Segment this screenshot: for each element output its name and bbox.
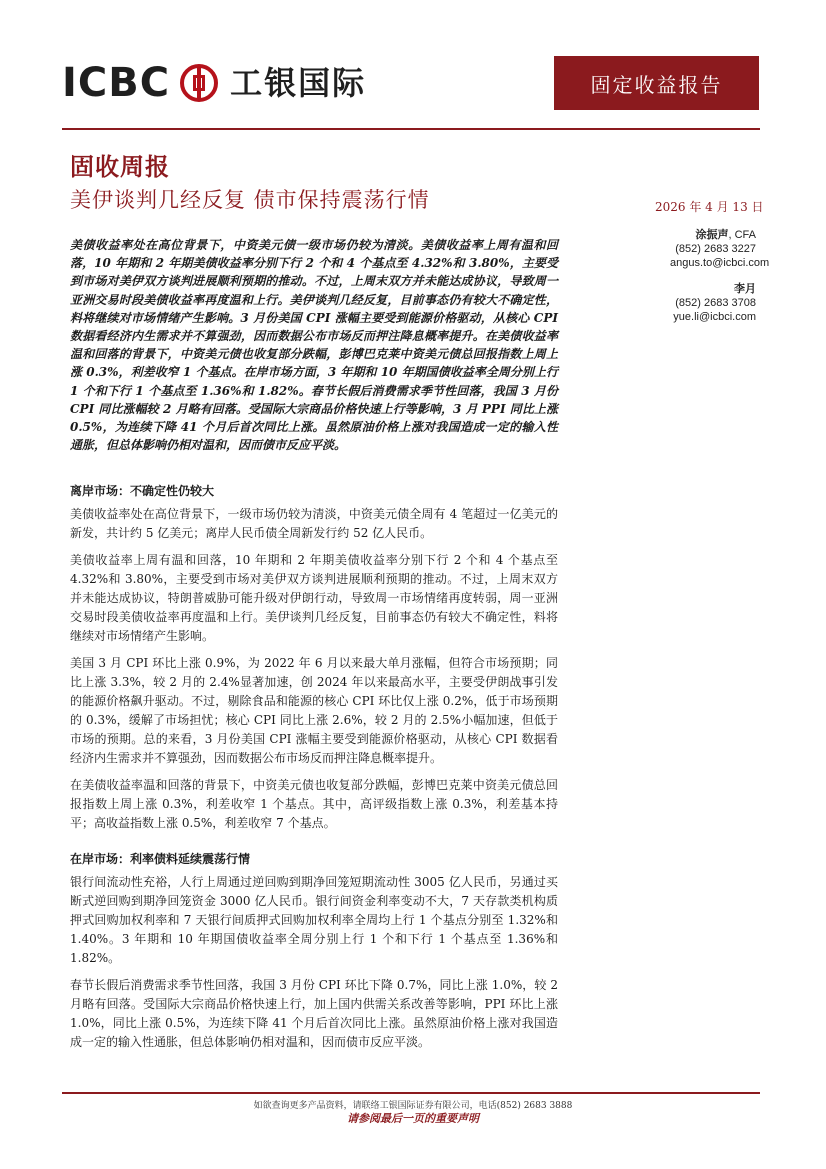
report-date: 2026 年 4 月 13 日 — [655, 200, 764, 214]
company-logo — [62, 60, 366, 106]
section-offshore — [70, 483, 558, 833]
author-name: 李月 — [734, 282, 756, 295]
report-title: 固收周报 — [70, 153, 170, 181]
author-name: 涂振声 — [695, 228, 729, 241]
header-divider — [62, 128, 760, 130]
logo-text: ICBC — [62, 60, 171, 106]
footer-disclaimer: 请参阅最后一页的重要声明 — [347, 1112, 479, 1125]
author-block — [670, 282, 756, 324]
author-credential: , CFA — [728, 229, 756, 241]
author-phone: (852) 2683 3708 — [675, 297, 756, 309]
section-onshore — [70, 851, 558, 1052]
icbc-seal-icon — [180, 64, 218, 102]
author-email[interactable]: yue.li@icbci.com — [673, 311, 756, 323]
author-contacts — [670, 228, 770, 336]
paragraph: 美国 3 月 CPI 环比上涨 0.9%，为 2022 年 6 月以来最大单月涨幅，但符合市场预期；同比上涨 3.3%，较 2 月的 2.4%显著加速，创 2024 年以来最高水平，主要受伊朗战事引发的能源价格飙升驱动。不过，剔除食品和能源的核心 CPI 环比仅上涨 0.2%，低于市场预期的 0.3%，缓解了市场担忧；核心 CPI 同比上涨 2.6%，较 2 月的 2.5%小幅加速，但低于市场的预期。总的来看，3 月份美国 CPI 涨幅主要受到能源价格驱动，从核心 CPI 数据看经济内生需求并不算强劲，因而数据公布市场反而押注降息概率提升。 — [70, 656, 558, 765]
section-heading: 在岸市场：利率债料延续震荡行情 — [70, 852, 251, 866]
paragraph: 春节长假后消费需求季节性回落，我国 3 月份 CPI 环比下降 0.7%，同比上涨 1.0%，较 2 月略有回落。受国际大宗商品价格快速上行，加上国内供需关系改善等影响，PPI 环比上涨 1.0%，同比上涨 0.5%，为连续下降 41 个月后首次同比上涨。虽然原油价格上涨对我国造成一定的输入性通胀，但总体影响仍相对温和，因而债市反应平淡。 — [70, 978, 558, 1049]
paragraph: 在美债收益率温和回落的背景下，中资美元债也收复部分跌幅，彭博巴克莱中资美元债总回报指数上周上涨 0.3%，利差收窄 1 个基点。其中，高评级指数上涨 0.3%，利差基本持平；高收益指数上涨 0.5%，利差收窄 7 个基点。 — [70, 778, 558, 830]
report-subtitle: 美伊谈判几经反复 债市保持震荡行情 — [70, 188, 430, 212]
paragraph: 银行间流动性充裕，人行上周通过逆回购到期净回笼短期流动性 3005 亿人民币，另通过买断式逆回购到期净回笼资金 3000 亿人民币。银行间资金利率变动不大，7 天存款类机构质押式回购加权利率和 7 天银行间质押式回购加权利率全周均上行 1 个基点分别至 1.32%和 1.40%。3 年期和 10 年期国债收益率全周分别上行 1 个和下行 1 个基点至 1.36%和 1.82%。 — [70, 875, 558, 965]
paragraph: 美债收益率处在高位背景下，一级市场仍较为清淡，中资美元债全周有 4 笔超过一亿美元的新发，共计约 5 亿美元；离岸人民币债全周新发行约 52 亿人民币。 — [70, 507, 558, 540]
footer-contact-note: 如欲查询更多产品资料，请联络工银国际证券有限公司，电话(852) 2683 3888 — [253, 1101, 573, 1111]
paragraph: 美债收益率上周有温和回落，10 年期和 2 年期美债收益率分别下行 2 个和 4 个基点至 4.32%和 3.80%，主要受到市场对美伊双方谈判进展顺利预期的推动。不过，上周末双方并未能达成协议，特朗普威胁可能升级对伊朗行动，导致周一市场情绪再度转弱，周一亚洲交易时段美债收益率再度温和上行。美伊谈判几经反复，目前事态仍有较大不确定性，料将继续对市场情绪产生影响。 — [70, 553, 558, 643]
report-type-banner: 固定收益报告 — [554, 56, 759, 110]
section-heading: 离岸市场：不确定性仍较大 — [70, 484, 215, 498]
author-phone: (852) 2683 3227 — [675, 243, 756, 255]
author-email[interactable]: angus.to@icbci.com — [670, 257, 770, 269]
logo-chinese-name: 工银国际 — [230, 64, 367, 102]
author-block — [670, 228, 770, 270]
footer-divider — [62, 1092, 760, 1094]
executive-summary: 美债收益率处在高位背景下，中资美元债一级市场仍较为清淡。美债收益率上周有温和回落，10 年期和 2 年期美债收益率分别下行 2 个和 4 个基点至 4.32%和 3.80%，主要受到市场对美伊双方谈判进展顺利预期的推动。不过，上周末双方并未能达成协议，导致周一亚洲交易时段美债收益率再度温和上行。美伊谈判几经反复，目前事态仍有较大不确定性，料将继续对市场情绪产生影响。3 月份美国 CPI 涨幅主要受到能源价格驱动，从核心 CPI 数据看经济内生需求并不算强劲，因而数据公布市场反而押注降息概率提升。在美债收益率温和回落的背景下，中资美元债也收复部分跌幅，彭博巴克莱中资美元债总回报指数上周上涨 0.3%，利差收窄 1 个基点。在岸市场方面，3 年期和 10 年期国债收益率全周分别上行 1 个和下行 1 个基点至 1.36%和 1.82%。春节长假后消费需求季节性回落，我国 3 月份 CPI 同比涨幅较 2 月略有回落。受国际大宗商品价格快速上行等影响，3 月 PPI 同比上涨 0.5%，为连续下降 41 个月后首次同比上涨。虽然原油价格上涨对我国造成一定的输入性通胀，但总体影响仍相对温和，因而债市反应平淡。 — [70, 238, 558, 453]
